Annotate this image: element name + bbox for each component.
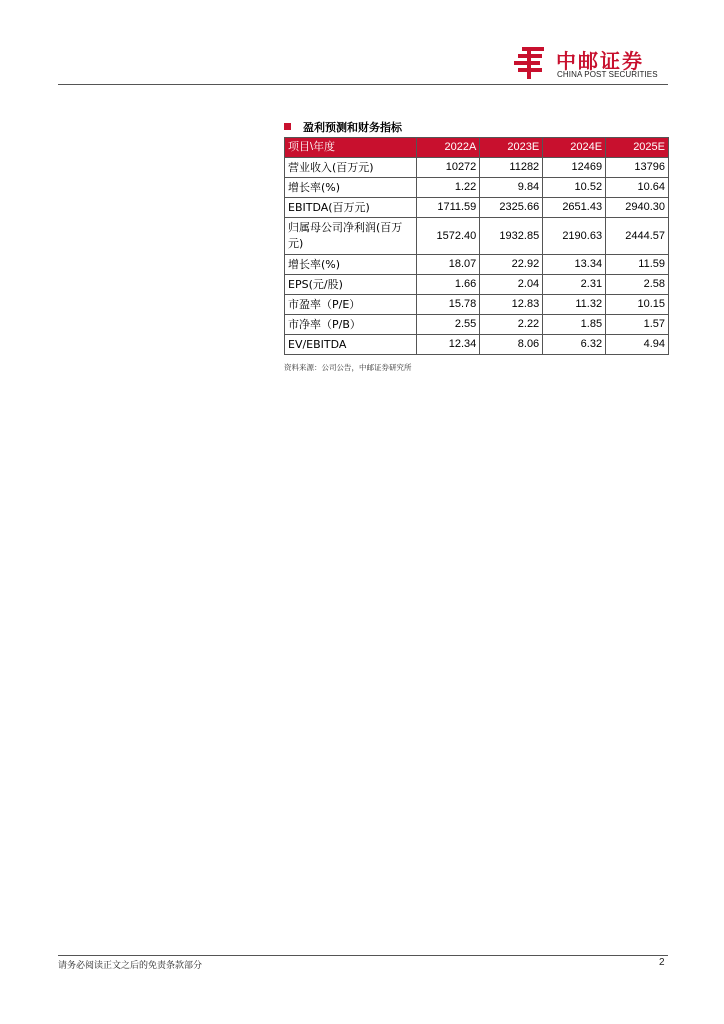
table-cell: 2.31	[543, 275, 606, 295]
china-post-logo-icon	[512, 45, 548, 81]
brand-name-cn: 中邮证券	[556, 49, 644, 73]
table-row	[285, 335, 669, 355]
table-cell: 1572.40	[417, 218, 480, 255]
table-cell: 1.85	[543, 315, 606, 335]
table-header-cell: 项目\年度	[285, 138, 417, 158]
row-label: 归属母公司净利润(百万元)	[285, 218, 417, 255]
table-cell: 11.32	[543, 295, 606, 315]
table-row	[285, 315, 669, 335]
table-cell: 8.06	[480, 335, 543, 355]
table-cell: 2.55	[417, 315, 480, 335]
table-cell: 9.84	[480, 178, 543, 198]
table-cell: 11.59	[606, 255, 669, 275]
table-header-cell: 2022A	[417, 138, 480, 158]
table-row	[285, 295, 669, 315]
table-cell: 12.83	[480, 295, 543, 315]
table-cell: 13.34	[543, 255, 606, 275]
table-cell: 1.66	[417, 275, 480, 295]
table-cell: 15.78	[417, 295, 480, 315]
row-label: 增长率(%)	[285, 178, 417, 198]
table-cell: 1932.85	[480, 218, 543, 255]
row-label: EPS(元/股)	[285, 275, 417, 295]
page-number: 2	[659, 957, 665, 968]
table-cell: 18.07	[417, 255, 480, 275]
header-divider	[58, 84, 668, 85]
table-cell: 1711.59	[417, 198, 480, 218]
row-label: 增长率(%)	[285, 255, 417, 275]
table-row	[285, 158, 669, 178]
table-cell: 10.52	[543, 178, 606, 198]
table-cell: 4.94	[606, 335, 669, 355]
row-label: 市净率（P/B）	[285, 315, 417, 335]
section-title	[284, 119, 402, 135]
table-cell: 1.22	[417, 178, 480, 198]
table-row	[285, 255, 669, 275]
table-row	[285, 198, 669, 218]
table-header-cell: 2025E	[606, 138, 669, 158]
table-cell: 2.58	[606, 275, 669, 295]
table-row	[285, 218, 669, 255]
financial-forecast-table	[284, 137, 669, 355]
table-cell: 2.22	[480, 315, 543, 335]
table-cell: 12.34	[417, 335, 480, 355]
table-row	[285, 275, 669, 295]
table-cell: 2444.57	[606, 218, 669, 255]
table-cell: 22.92	[480, 255, 543, 275]
row-label: 市盈率（P/E）	[285, 295, 417, 315]
table-cell: 2651.43	[543, 198, 606, 218]
table-header-row	[285, 138, 669, 158]
table-cell: 13796	[606, 158, 669, 178]
footer-disclaimer: 请务必阅读正文之后的免责条款部分	[58, 961, 203, 971]
row-label: EV/EBITDA	[285, 335, 417, 355]
table-row	[285, 178, 669, 198]
table-cell: 10272	[417, 158, 480, 178]
brand-name-en: CHINA POST SECURITIES	[557, 70, 658, 79]
table-header-cell: 2023E	[480, 138, 543, 158]
table-header-cell: 2024E	[543, 138, 606, 158]
brand-logo	[512, 45, 672, 83]
table-cell: 2940.30	[606, 198, 669, 218]
table-cell: 12469	[543, 158, 606, 178]
table-cell: 1.57	[606, 315, 669, 335]
row-label: EBITDA(百万元)	[285, 198, 417, 218]
table-cell: 10.64	[606, 178, 669, 198]
table-cell: 2.04	[480, 275, 543, 295]
section-title-text: 盈利预测和财务指标	[303, 121, 402, 134]
table-cell: 6.32	[543, 335, 606, 355]
footer-divider	[58, 955, 668, 956]
table-cell: 2190.63	[543, 218, 606, 255]
red-square-bullet-icon	[284, 123, 291, 130]
row-label: 营业收入(百万元)	[285, 158, 417, 178]
table-cell: 11282	[480, 158, 543, 178]
table-cell: 10.15	[606, 295, 669, 315]
source-note: 资料来源：公司公告，中邮证券研究所	[284, 363, 412, 372]
table-cell: 2325.66	[480, 198, 543, 218]
